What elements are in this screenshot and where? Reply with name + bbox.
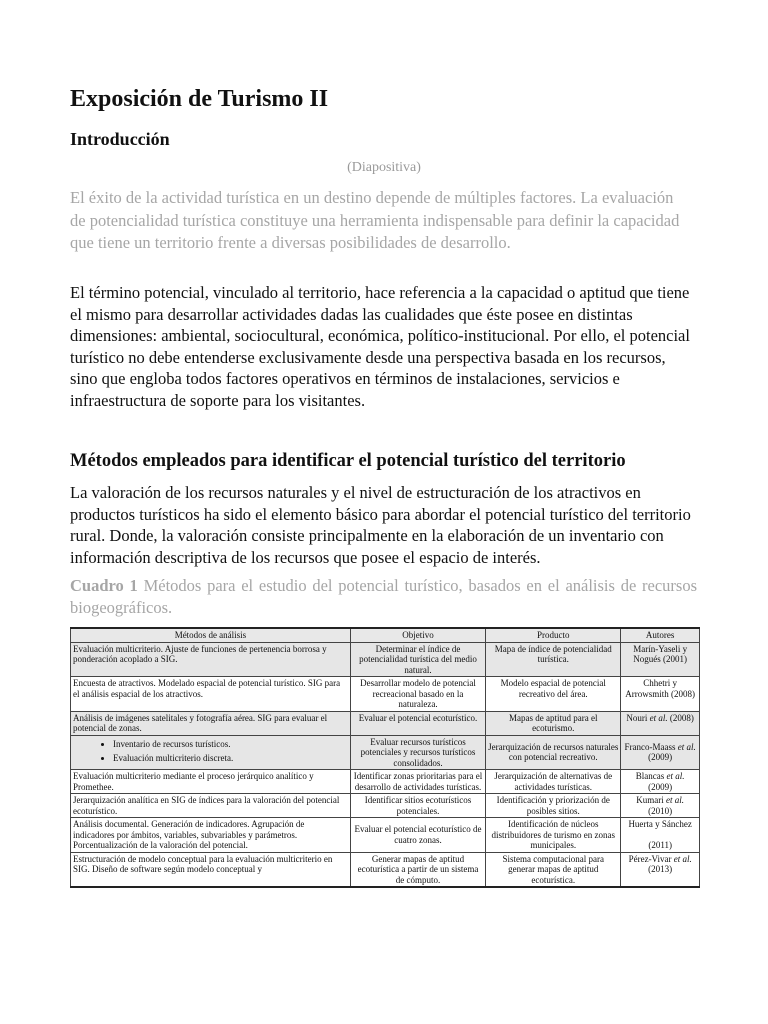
list-item: • Inventario de recursos turísticos. — [113, 739, 348, 750]
cell-metodo: Jerarquización analítica en SIG de índices para la valoración del potencial ecoturístico. — [71, 794, 351, 818]
cell-objetivo: Determinar el índice de potencialidad turística del medio natural. — [350, 642, 485, 677]
cell-objetivo: Evaluar el potencial ecoturístico. — [350, 711, 485, 735]
cell-autores: Chhetri y Arrowsmith (2008) — [621, 677, 700, 712]
cell-objetivo: Generar mapas de aptitud ecoturística a partir de un sistema de cómputo. — [350, 852, 485, 887]
cell-producto: Modelo espacial de potencial recreativo del área. — [486, 677, 621, 712]
cell-objetivo: Identificar sitios ecoturísticos potenciales. — [350, 794, 485, 818]
header-objetivo: Objetivo — [350, 628, 485, 642]
cell-metodo: Evaluación multicriterio mediante el proceso jerárquico analítico y Promethee. — [71, 770, 351, 794]
cell-objetivo: Evaluar el potencial ecoturístico de cuatro zonas. — [350, 818, 485, 853]
intro-grey-paragraph: El éxito de la actividad turística en un destino depende de múltiples factores. La evaluación de potencialidad turística constituye una herramienta indispensable para definir la capacidad que tiene un territorio frente a diversas posibilidades de desarrollo. — [70, 188, 680, 252]
table-row — [71, 818, 700, 853]
table-row — [71, 677, 700, 712]
cell-objetivo: Desarrollar modelo de potencial recreacional basado en la naturaleza. — [350, 677, 485, 712]
caption-text: Métodos para el estudio del potencial turístico, basados en el análisis de recursos biogeográficos. — [70, 576, 698, 617]
cell-autores: Huerta y Sánchez (2011) — [621, 818, 700, 853]
table-row — [71, 770, 700, 794]
cell-metodo: Encuesta de atractivos. Modelado espacial de potencial turístico. SIG para el análisis espacial de los atractivos. — [71, 677, 351, 712]
list-item: • Evaluación multicriterio discreta. — [113, 753, 348, 764]
cell-producto: Jerarquización de alternativas de actividades turísticas. — [486, 770, 621, 794]
table-row — [71, 642, 700, 677]
cell-autores: Franco-Maass et al. (2009) — [621, 735, 700, 770]
cell-metodo: Estructuración de modelo conceptual para la evaluación multicriterio en SIG. Diseño de software según modelo conceptual y — [71, 852, 351, 887]
table-row — [71, 852, 700, 887]
table-row — [71, 735, 700, 770]
intro-paragraph: El término potencial, vinculado al territorio, hace referencia a la capacidad o aptitud que tiene el mismo para desarrollar actividades dadas las cualidades que éste posee en distintas dimensiones: ambiental, sociocultural, económica, político-institucional. Por ello, el potencial turístico no debe entenderse exclusivamente desde una perspectiva basada en los recursos, sino que engloba todos factores operativos en términos de instalaciones, servicios e infraestructura de soporte para los visitantes. — [70, 283, 690, 410]
table-row — [71, 711, 700, 735]
cell-autores: Nouri et al. (2008) — [621, 711, 700, 735]
methods-table — [70, 627, 700, 888]
cell-autores: Pérez-Vivar et al. (2013) — [621, 852, 700, 887]
cell-metodo: Evaluación multicriterio. Ajuste de funciones de pertenencia borrosa y ponderación acoplado a SIG. — [71, 642, 351, 677]
cell-autores: Blancas et al. (2009) — [621, 770, 700, 794]
methods-heading: Métodos empleados para identificar el potencial turístico del territorio — [70, 451, 626, 471]
cell-metodo: Análisis de imágenes satelitales y fotografía aérea. SIG para evaluar el potencial de zonas. — [71, 711, 351, 735]
cell-objetivo: Evaluar recursos turísticos potenciales y recursos turísticos consolidados. — [350, 735, 485, 770]
cell-metodo — [71, 735, 351, 770]
cell-producto: Mapas de aptitud para el ecoturismo. — [486, 711, 621, 735]
table-caption — [70, 575, 697, 619]
document-title: Exposición de Turismo II — [70, 86, 329, 112]
header-autores: Autores — [621, 628, 700, 642]
intro-heading: Introducción — [70, 129, 170, 149]
cell-producto: Jerarquización de recursos naturales con potencial recreativo. — [486, 735, 621, 770]
cell-objetivo: Identificar zonas prioritarias para el desarrollo de actividades turísticas. — [350, 770, 485, 794]
cell-producto: Identificación de núcleos distribuidores de turismo en zonas municipales. — [486, 818, 621, 853]
cell-metodo: Análisis documental. Generación de indicadores. Agrupación de indicadores por ámbitos, variables, subvariables y parámetros. Porcentualización de la valoración del potencial. — [71, 818, 351, 853]
caption-label: Cuadro 1 — [70, 576, 138, 595]
cell-producto: Sistema computacional para generar mapas de aptitud ecoturística. — [486, 852, 621, 887]
methods-paragraph: La valoración de los recursos naturales y el nivel de estructuración de los atractivos en productos turísticos ha sido el elemento básico para abordar el potencial turístico del territorio rural. Donde, la valoración consiste principalmente en la elaboración de un inventario con información descriptiva de los recursos que posee el espacio de interés. — [70, 483, 691, 567]
slide-note: (Diapositiva) — [347, 160, 421, 175]
header-metodos: Métodos de análisis — [71, 628, 351, 642]
cell-autores: Marín-Yaseli y Nogués (2001) — [621, 642, 700, 677]
cell-producto: Identificación y priorización de posibles sitios. — [486, 794, 621, 818]
cell-autores: Kumari et al. (2010) — [621, 794, 700, 818]
table-row — [71, 794, 700, 818]
cell-producto: Mapa de índice de potencialidad turística. — [486, 642, 621, 677]
table-header-row — [71, 628, 700, 642]
header-producto: Producto — [486, 628, 621, 642]
